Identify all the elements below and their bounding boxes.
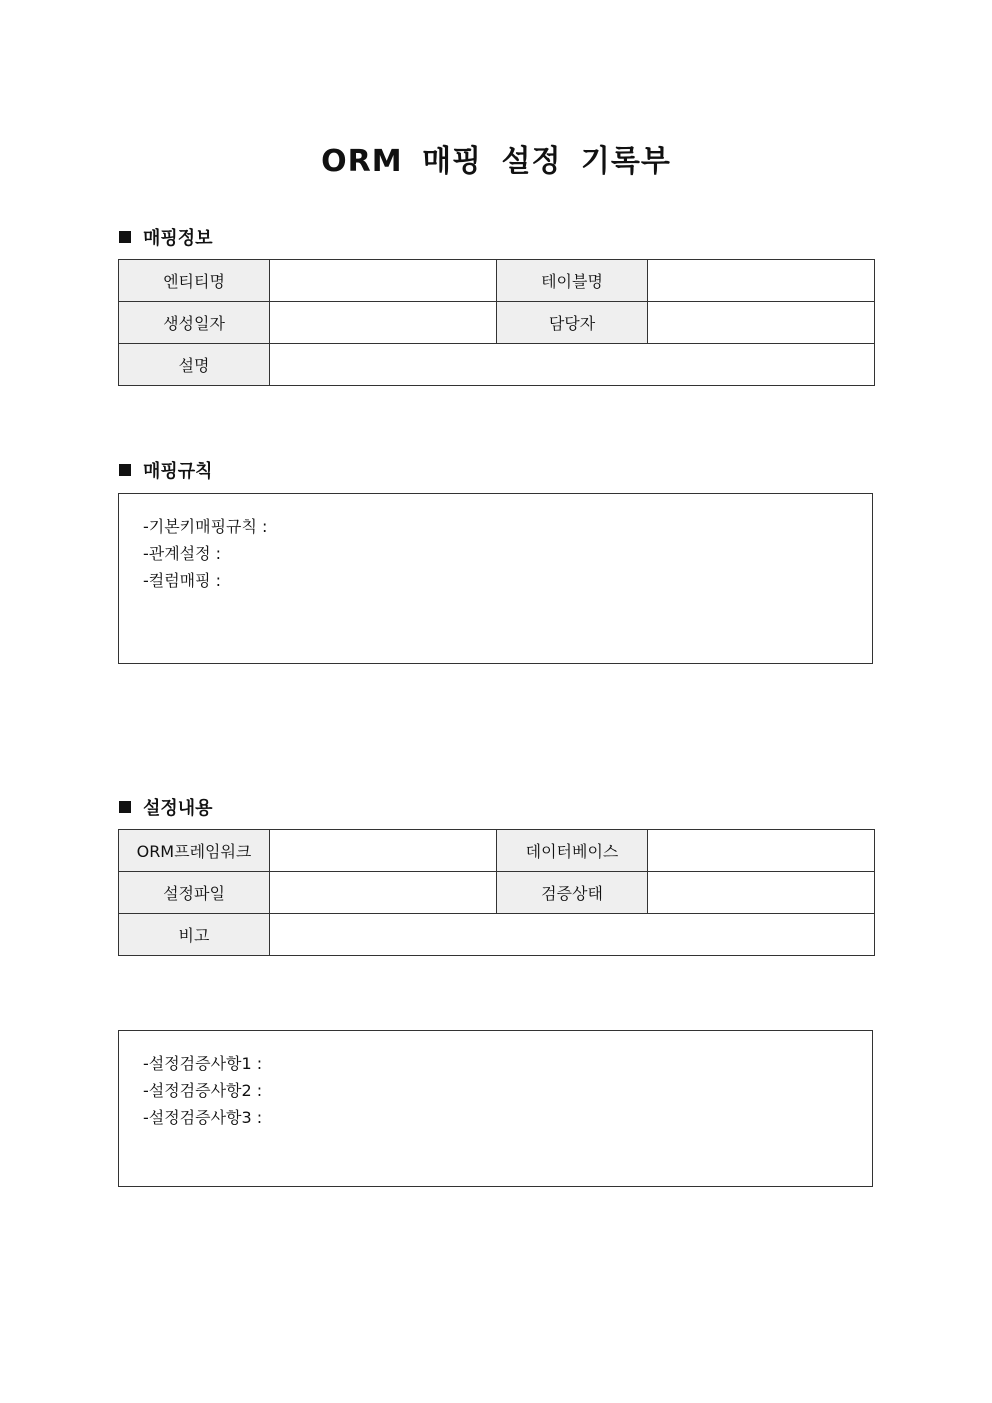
owner-field[interactable] xyxy=(648,302,875,344)
table-name-field[interactable] xyxy=(648,260,875,302)
remarks-field[interactable] xyxy=(270,914,875,956)
table-row xyxy=(119,914,875,956)
framework-field[interactable] xyxy=(270,830,497,872)
database-label: 데이터베이스 xyxy=(497,830,648,872)
config-file-field[interactable] xyxy=(270,872,497,914)
rule-line-column: -컬럼매핑 : xyxy=(143,571,222,590)
mapping-info-table xyxy=(118,259,875,386)
square-bullet-icon xyxy=(119,231,131,243)
remarks-label: 비고 xyxy=(119,914,270,956)
section-heading-text: 설정내용 xyxy=(143,798,213,819)
rule-line-relation: -관계설정 : xyxy=(143,544,222,563)
section-heading-mapping-rules xyxy=(119,457,213,483)
description-label: 설명 xyxy=(119,344,270,386)
table-row xyxy=(119,302,875,344)
verification-line-1: -설정검증사항1 : xyxy=(143,1054,263,1073)
created-date-label: 생성일자 xyxy=(119,302,270,344)
section-heading-text: 매핑규칙 xyxy=(143,461,213,482)
section-heading-settings xyxy=(119,794,213,820)
page-title: ORM 매핑 설정 기록부 xyxy=(321,144,671,179)
square-bullet-icon xyxy=(119,464,131,476)
table-row xyxy=(119,260,875,302)
description-field[interactable] xyxy=(270,344,875,386)
table-row xyxy=(119,872,875,914)
table-row xyxy=(119,830,875,872)
verification-line-3: -설정검증사항3 : xyxy=(143,1108,263,1127)
mapping-rules-box[interactable] xyxy=(118,493,873,664)
created-date-field[interactable] xyxy=(270,302,497,344)
table-name-label: 테이블명 xyxy=(497,260,648,302)
config-file-label: 설정파일 xyxy=(119,872,270,914)
verification-box[interactable] xyxy=(118,1030,873,1187)
square-bullet-icon xyxy=(119,801,131,813)
section-heading-mapping-info xyxy=(119,224,213,250)
rule-line-primary-key: -기본키매핑규칙 : xyxy=(143,517,268,536)
table-row xyxy=(119,344,875,386)
verify-status-field[interactable] xyxy=(648,872,875,914)
verify-status-label: 검증상태 xyxy=(497,872,648,914)
section-heading-text: 매핑정보 xyxy=(143,228,213,249)
framework-label: ORM프레임워크 xyxy=(119,830,270,872)
owner-label: 담당자 xyxy=(497,302,648,344)
entity-field[interactable] xyxy=(270,260,497,302)
settings-table xyxy=(118,829,875,956)
database-field[interactable] xyxy=(648,830,875,872)
entity-label: 엔티티명 xyxy=(119,260,270,302)
verification-line-2: -설정검증사항2 : xyxy=(143,1081,263,1100)
